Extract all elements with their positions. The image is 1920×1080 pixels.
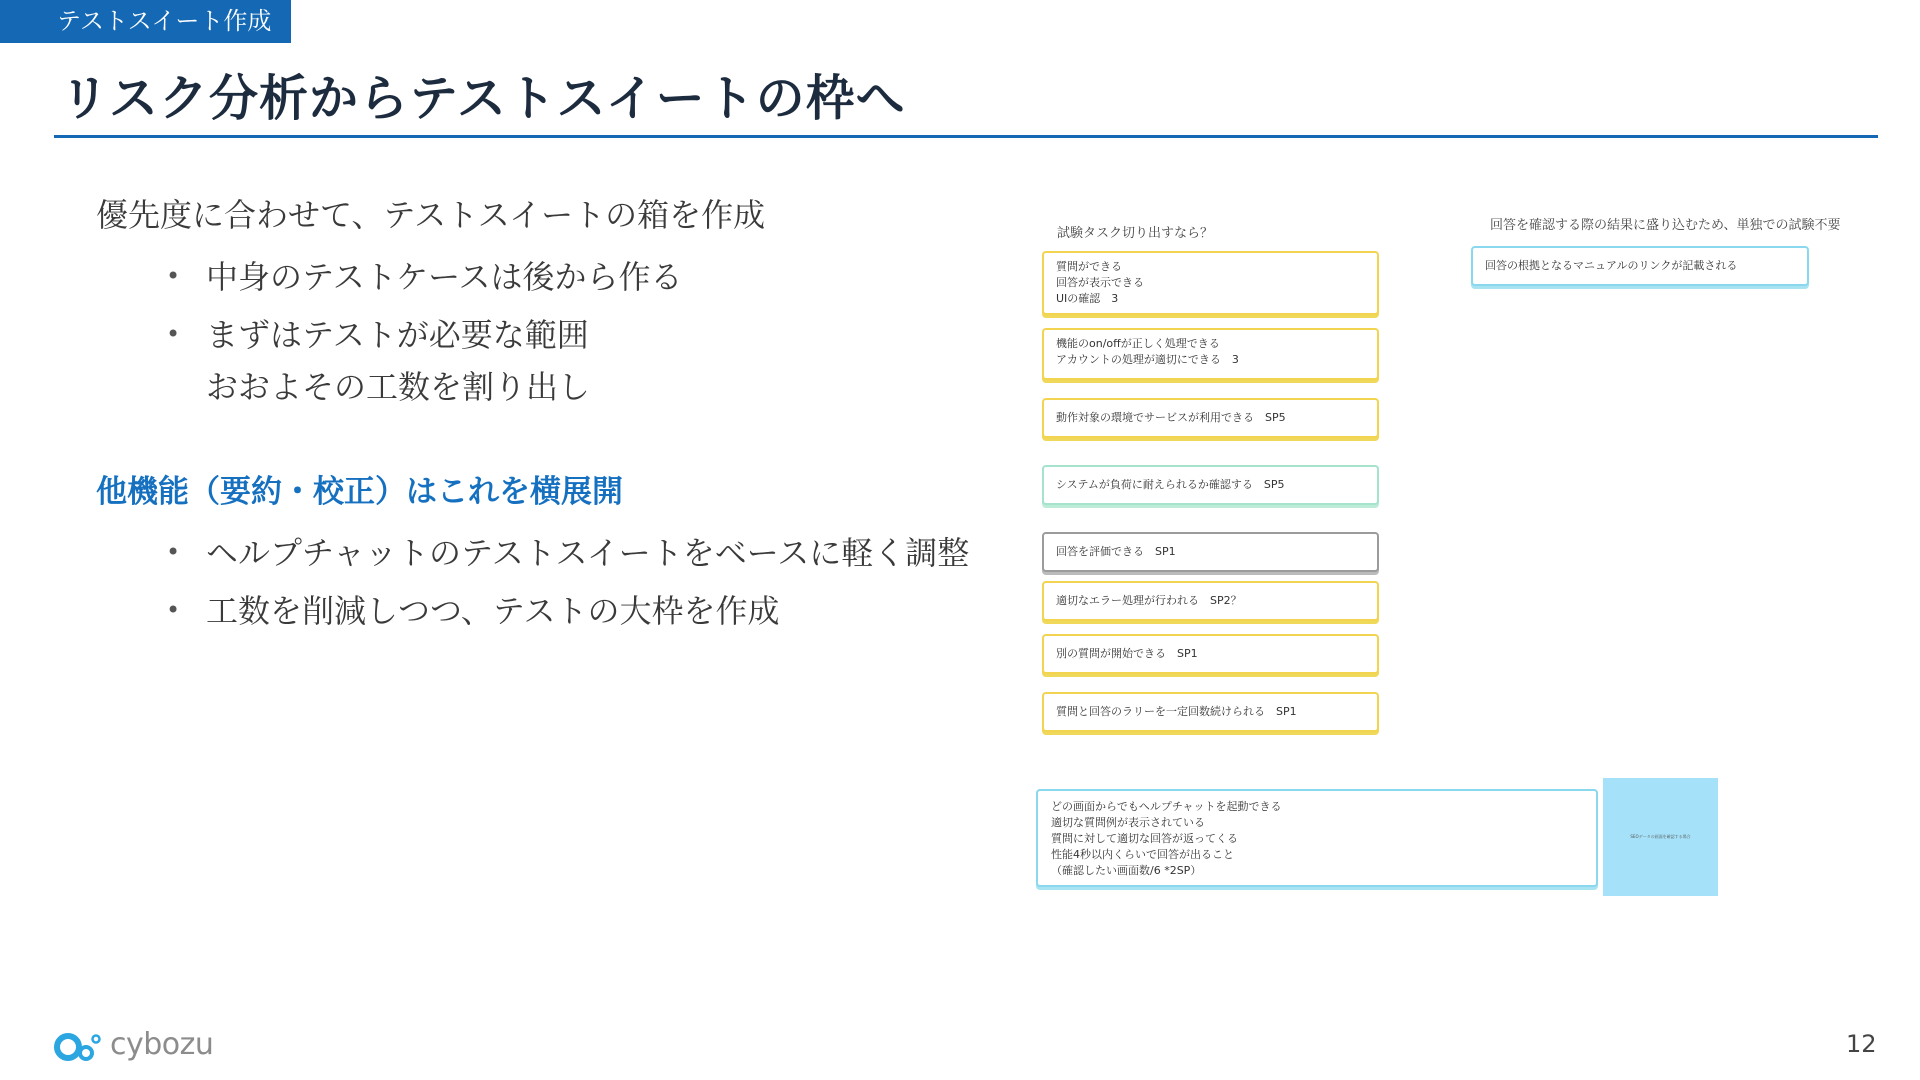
task-card-help-chat[interactable] xyxy=(1036,789,1598,887)
body-heading-expansion: 他機能（要約・校正）はこれを横展開 xyxy=(96,474,623,510)
card-line: 機能のon/offが正しく処理できる xyxy=(1056,337,1220,350)
bullet-item xyxy=(166,310,589,356)
card-line: 質問ができる xyxy=(1056,260,1122,273)
task-card[interactable] xyxy=(1042,398,1379,438)
card-line: 適切なエラー処理が行われる SP2？ xyxy=(1056,594,1242,607)
sticky-note[interactable]: SEOデータの画面を確認する場合 xyxy=(1603,778,1718,896)
bullet-text: ヘルプチャットのテストスイートをベースに軽く調整 xyxy=(206,534,970,572)
section-tag: テストスイート作成 xyxy=(0,0,291,43)
card-line: どの画面からでもヘルプチャットを起動できる xyxy=(1051,800,1282,813)
card-line: 適切な質問例が表示されている xyxy=(1051,816,1205,829)
bullet-dot-icon: • xyxy=(166,262,181,290)
bullet-item xyxy=(166,252,682,298)
bullet-text: 工数を削減しつつ、テストの大枠を作成 xyxy=(206,592,780,630)
cybozu-logo-icon xyxy=(54,1028,110,1062)
cybozu-logo xyxy=(54,1027,213,1062)
card-line: システムが負荷に耐えられるか確認する SP5 xyxy=(1056,478,1285,491)
bullet-text-continued: おおよその工数を割り出し xyxy=(206,368,591,406)
logo-text: cybozu xyxy=(110,1027,214,1062)
task-card[interactable] xyxy=(1042,692,1379,732)
bullet-text: まずはテストが必要な範囲 xyxy=(206,316,589,354)
bullet-dot-icon: • xyxy=(166,596,181,624)
board-label-left: 試験タスク切り出すなら？ xyxy=(1057,226,1214,241)
bullet-dot-icon: • xyxy=(166,320,181,348)
task-card-manual-link[interactable] xyxy=(1471,246,1809,286)
card-line: 動作対象の環境でサービスが利用できる SP5 xyxy=(1056,411,1286,424)
card-line: 性能4秒以内くらいで回答が出ること xyxy=(1051,848,1234,861)
card-line: 回答が表示できる xyxy=(1056,276,1144,289)
page-title: リスク分析からテストスイートの枠へ xyxy=(60,70,906,127)
task-card[interactable] xyxy=(1042,634,1379,674)
bullet-text: 中身のテストケースは後から作る xyxy=(206,258,683,296)
bullet-item xyxy=(166,528,969,574)
card-line: 回答を評価できる SP1 xyxy=(1056,545,1176,558)
title-divider xyxy=(54,135,1878,138)
page-number: 12 xyxy=(1846,1030,1877,1058)
board-label-right: 回答を確認する際の結果に盛り込むため、単独での試験不要 xyxy=(1490,218,1841,233)
card-line: アカウントの処理が適切にできる 3 xyxy=(1056,353,1239,366)
bullet-dot-icon: • xyxy=(166,538,181,566)
card-line: 質問と回答のラリーを一定回数続けられる SP1 xyxy=(1056,705,1297,718)
task-card[interactable] xyxy=(1042,251,1379,315)
task-card-evaluation[interactable] xyxy=(1042,532,1379,572)
card-line: （確認したい画面数/6 *2SP） xyxy=(1051,864,1202,877)
card-line: 質問に対して適切な回答が返ってくる xyxy=(1051,832,1238,845)
body-heading-priority: 優先度に合わせて、テストスイートの箱を作成 xyxy=(96,196,766,234)
task-card-load-test[interactable] xyxy=(1042,465,1379,505)
card-line: 回答の根拠となるマニュアルのリンクが記載される xyxy=(1485,259,1738,272)
task-card[interactable] xyxy=(1042,328,1379,380)
task-card[interactable] xyxy=(1042,581,1379,621)
card-line: 別の質問が開始できる SP1 xyxy=(1056,647,1198,660)
bullet-item xyxy=(166,586,779,632)
card-line: UIの確認 3 xyxy=(1056,292,1119,305)
